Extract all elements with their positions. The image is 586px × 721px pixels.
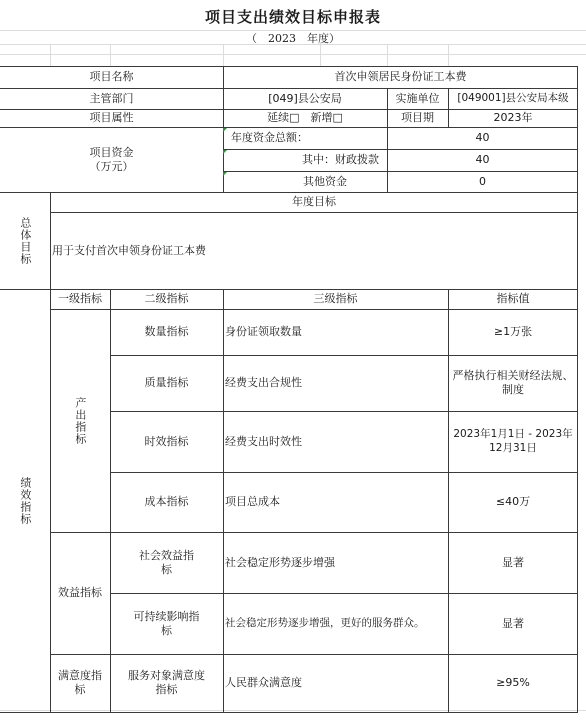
annual-goal-text: 用于支付首次申领身份证工本费 (52, 243, 206, 257)
gridline (223, 44, 224, 66)
gridline (0, 54, 586, 55)
form-title: 项目支出绩效目标申报表 (204, 8, 381, 26)
value-social-benefit: 显著 (502, 555, 524, 569)
header-level3: 三级指标 (313, 292, 358, 306)
level3-sustainable-impact: 社会稳定形势逐步增强，更好的服务群众。 (225, 616, 425, 629)
table-border (0, 712, 578, 713)
value-service-satisfaction: ≥95% (496, 676, 530, 690)
header-level2: 二级指标 (144, 292, 189, 306)
level2-service-satisfaction: 服务对象满意度指标 (128, 669, 205, 696)
gridline (448, 44, 449, 66)
level2-social-benefit: 社会效益指标 (139, 548, 194, 576)
funds-label: 项目资金 （万元） (89, 145, 134, 173)
level1-output: 产出指标 (73, 396, 87, 445)
value-timeliness: 2023年1月1日 - 2023年12月31日 (453, 428, 573, 454)
other-funds-label: 其他资金 (303, 174, 347, 188)
header-level1: 一级指标 (58, 292, 102, 306)
level2-sustainable-impact: 可持续影响指标 (133, 609, 200, 637)
value-sustainable-impact: 显著 (502, 616, 524, 630)
unit-label: 实施单位 (395, 91, 440, 105)
overall-goal-label: 总体目标 (18, 216, 32, 265)
form-year: （ 2023 年度） (246, 32, 340, 45)
other-funds-value: 0 (479, 174, 486, 188)
period-label: 项目期 (401, 111, 434, 125)
level2-quality: 质量指标 (144, 376, 189, 390)
gridline (387, 44, 388, 66)
project-name-label: 项目名称 (89, 70, 134, 84)
level2-quantity: 数量指标 (144, 325, 189, 339)
level3-cost: 项目总成本 (225, 495, 280, 509)
fiscal-funds-label: 其中：财政拨款 (302, 153, 379, 167)
dept-value: [049]县公安局 (268, 91, 342, 105)
attr-label: 项目属性 (89, 111, 134, 125)
level3-quality: 经费支出合规性 (225, 376, 302, 390)
value-cost: ≤40万 (495, 495, 531, 509)
value-quantity: ≥1万张 (493, 325, 533, 339)
level3-quantity: 身份证领取数量 (225, 325, 302, 339)
total-funds-value: 40 (475, 131, 490, 145)
level2-cost: 成本指标 (144, 495, 189, 509)
level1-satisfaction: 满意度指标 (58, 669, 102, 696)
level3-service-satisfaction: 人民群众满意度 (225, 676, 302, 690)
total-funds-label: 年度资金总额： (231, 131, 308, 145)
annual-goal-header: 年度目标 (292, 195, 336, 209)
dept-label: 主管部门 (89, 91, 134, 105)
level2-timeliness: 时效指标 (144, 434, 189, 448)
level1-benefit: 效益指标 (58, 586, 102, 600)
header-value: 指标值 (496, 292, 530, 306)
period-value: 2023年 (493, 111, 533, 125)
performance-indicators-label: 绩效指标 (18, 476, 32, 525)
gridline (320, 44, 321, 66)
project-name-value: 首次申领居民身份证工本费 (334, 70, 467, 84)
gridline (50, 44, 51, 66)
value-quality: 严格执行相关财经法规、制度 (452, 369, 574, 396)
level3-social-benefit: 社会稳定形势逐步增强 (225, 555, 335, 569)
level3-timeliness: 经费支出时效性 (225, 434, 302, 448)
fiscal-funds-value: 40 (475, 153, 490, 167)
gridline (110, 44, 111, 66)
attr-value: 延续□ 新增□ (267, 111, 343, 125)
unit-value: [049001]县公安局本级 (457, 91, 569, 104)
